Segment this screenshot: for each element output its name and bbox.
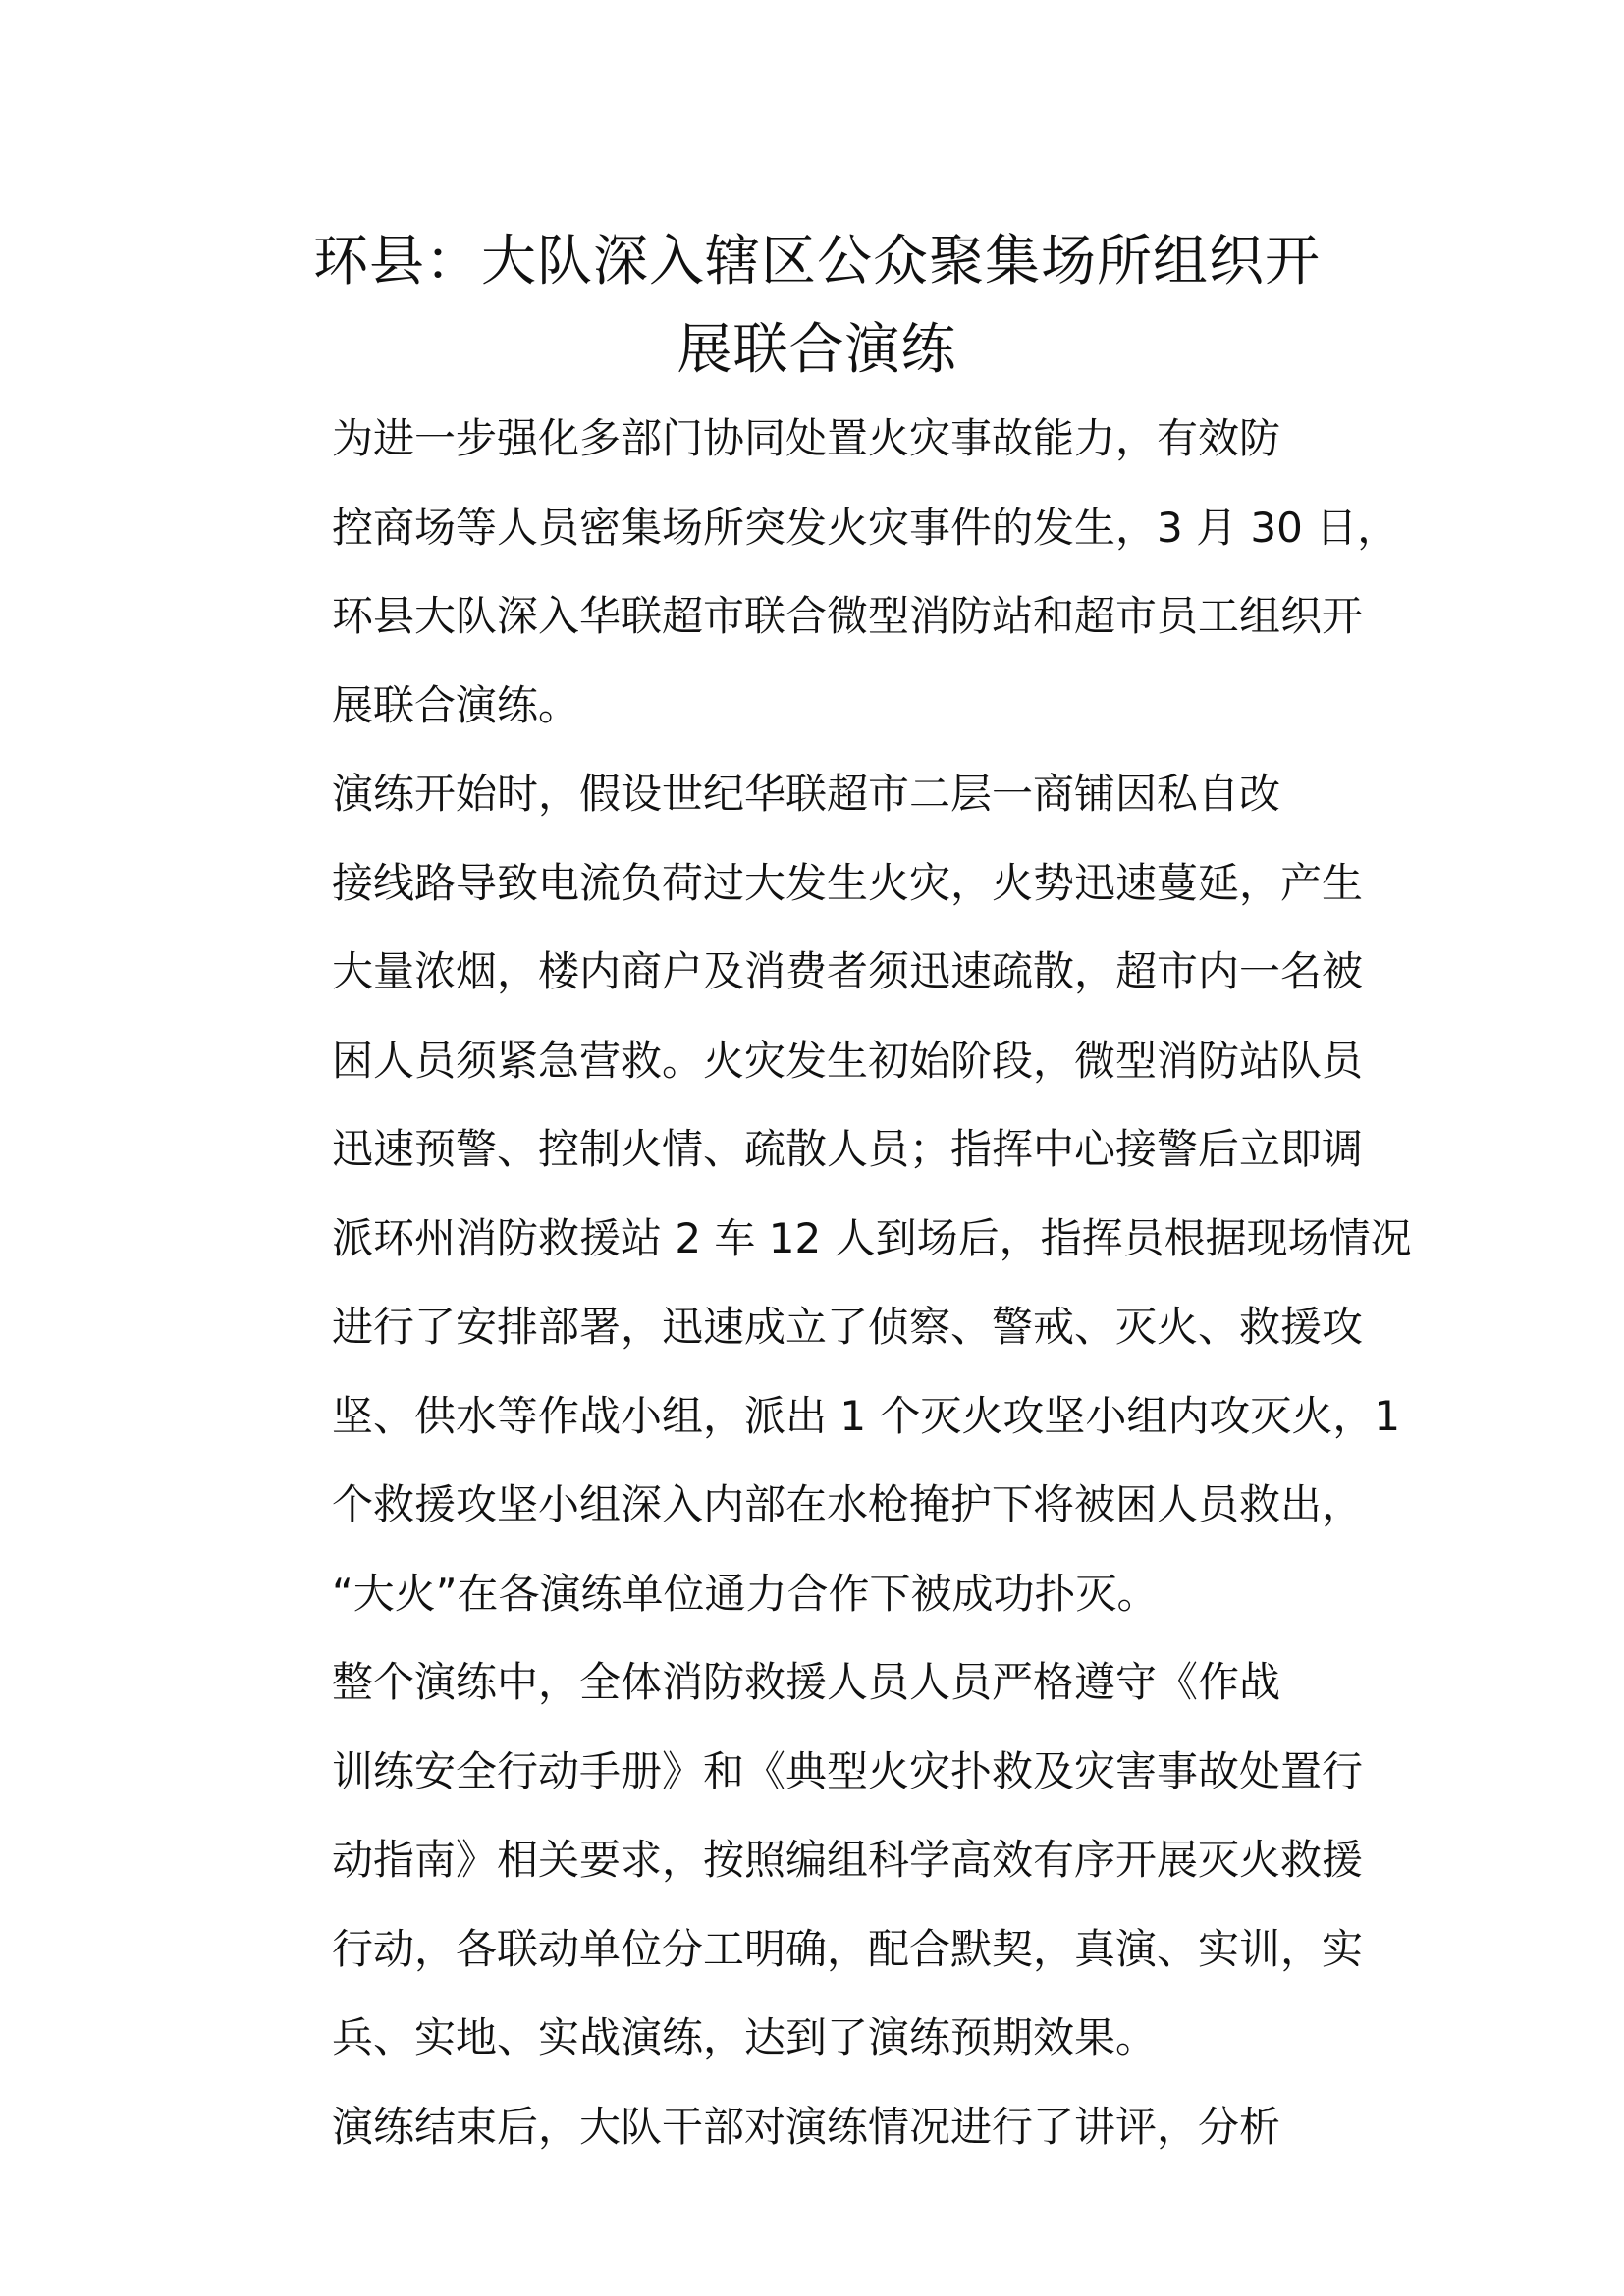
paragraph-line: 为进一步强化多部门协同处置火灾事故能力，有效防 xyxy=(332,414,1281,462)
title-line: 环县：大队深入辖区公众聚集场所组织开 xyxy=(313,230,1321,294)
paragraph-drill-process xyxy=(247,750,1412,1638)
paragraph-line: 展联合演练。 xyxy=(332,680,580,729)
paragraph-line: 迅速预警、控制火情、疏散人员；指挥中心接警后立即调 xyxy=(332,1125,1364,1173)
document-content xyxy=(247,218,1412,2171)
document-title xyxy=(247,218,1386,395)
paragraph-line: 进行了安排部署，迅速成立了侦察、警戒、灭火、救援攻 xyxy=(332,1303,1364,1351)
paragraph-line: 环县大队深入华联超市联合微型消防站和超市员工组织开 xyxy=(332,592,1364,640)
paragraph-line: 行动，各联动单位分工明确，配合默契，真演、实训，实 xyxy=(332,1924,1364,1973)
paragraph-review xyxy=(247,2083,1386,2172)
paragraph-line: 坚、供水等作战小组，派出 1 个灭火攻坚小组内攻灭火，1 xyxy=(332,1391,1401,1440)
paragraph-line: 兵、实地、实战演练，达到了演练预期效果。 xyxy=(332,2013,1158,2061)
paragraph-line: 动指南》相关要求，按照编组科学高效有序开展灭火救援 xyxy=(332,1836,1364,1884)
paragraph-line: “大火”在各演练单位通力合作下被成功扑灭。 xyxy=(332,1569,1159,1618)
paragraph-line: 演练开始时，假设世纪华联超市二层一商铺因私自改 xyxy=(332,770,1281,818)
paragraph-line: 演练结束后，大队干部对演练情况进行了讲评，分析 xyxy=(332,2102,1281,2151)
paragraph-line: 训练安全行动手册》和《典型火灾扑救及灾害事故处置行 xyxy=(332,1746,1364,1795)
paragraph-summary xyxy=(247,1638,1386,2083)
paragraph-intro xyxy=(247,395,1399,750)
paragraph-line: 派环州消防救援站 2 车 12 人到场后，指挥员根据现场情况 xyxy=(332,1213,1412,1262)
paragraph-line: 大量浓烟，楼内商户及消费者须迅速疏散，超市内一名被 xyxy=(332,947,1364,995)
paragraph-line: 整个演练中，全体消防救援人员人员严格遵守《作战 xyxy=(332,1658,1281,1706)
paragraph-line: 个救援攻坚小组深入内部在水枪掩护下将被困人员救出， xyxy=(332,1480,1364,1528)
paragraph-line: 困人员须紧急营救。火灾发生初始阶段，微型消防站队员 xyxy=(332,1036,1364,1085)
paragraph-line: 接线路导致电流负荷过大发生火灾，火势迅速蔓延，产生 xyxy=(332,858,1364,907)
title-line: 展联合演练 xyxy=(677,318,957,382)
paragraph-line: 控商场等人员密集场所突发火灾事件的发生，3 月 30 日， xyxy=(332,503,1399,552)
